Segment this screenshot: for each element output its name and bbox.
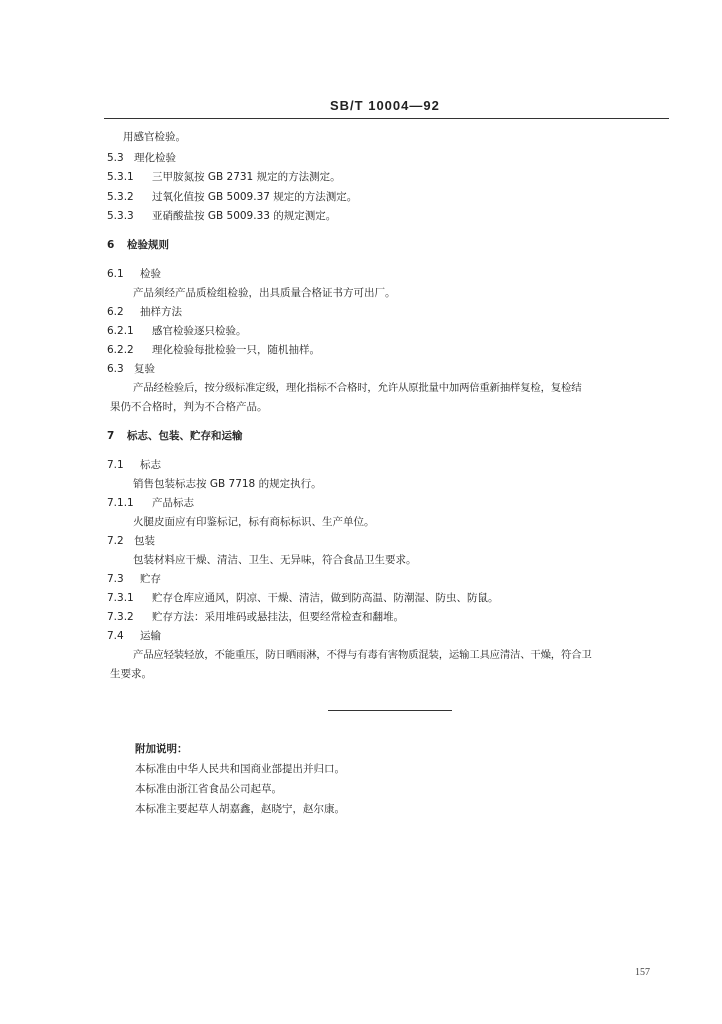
text-line: 产品经检验后，按分级标准定级，理化指标不合格时，允许从原批量中加两倍重新抽样复检，复检结: [133, 382, 582, 394]
note-line: 本标准由浙江省食品公司起草。: [135, 783, 282, 795]
section-7-3-1: 7.3.1 贮存仓库应通风，阴凉、干燥、清洁，做到防高温、防潮湿、防虫、防鼠。: [107, 592, 499, 604]
section-5-3-3: 5.3.3 亚硝酸盐按 GB 5009.33 的规定测定。: [107, 210, 337, 222]
page-number: 157: [635, 967, 650, 978]
section-6-3: 6.3 复验: [107, 363, 155, 375]
section-6-2: 6.2 抽样方法: [107, 306, 182, 318]
text-line: 生要求。: [110, 668, 152, 680]
section-7-3-2: 7.3.2 贮存方法：采用堆码或悬挂法，但要经常检查和翻堆。: [107, 611, 404, 623]
section-separator: [328, 710, 452, 711]
text-line: 火腿皮面应有印鉴标记，标有商标标识、生产单位。: [133, 516, 375, 528]
text-line: 产品应轻装轻放，不能重压，防日晒雨淋，不得与有毒有害物质混装，运输工具应清洁、干燥，符合卫: [133, 649, 592, 661]
section-7-heading: 7 标志、包装、贮存和运输: [107, 430, 243, 442]
section-7-4: 7.4 运输: [107, 630, 161, 642]
section-6-1: 6.1 检验: [107, 268, 161, 280]
section-6-2-1: 6.2.1 感官检验逐只检验。: [107, 325, 247, 337]
notes-title: 附加说明：: [135, 743, 188, 755]
note-line: 本标准主要起草人胡嘉鑫，赵晓宁，赵尔康。: [135, 803, 345, 815]
section-6-2-2: 6.2.2 理化检验每批检验一只，随机抽样。: [107, 344, 320, 356]
text-line: 用感官检验。: [123, 131, 186, 143]
section-5-3: 5.3 理化检验: [107, 152, 176, 164]
text-line: 果仍不合格时，判为不合格产品。: [110, 401, 268, 413]
text-line: 包装材料应干燥、清洁、卫生、无异味，符合食品卫生要求。: [133, 554, 417, 566]
section-7-3: 7.3 贮存: [107, 573, 161, 585]
standard-number-header: SB/T 10004—92: [330, 98, 440, 113]
header-rule: [104, 118, 669, 119]
text-line: 产品须经产品质检组检验，出具质量合格证书方可出厂。: [133, 287, 396, 299]
section-5-3-2: 5.3.2 过氧化值按 GB 5009.37 规定的方法测定。: [107, 191, 358, 203]
section-7-1: 7.1 标志: [107, 459, 161, 471]
section-7-1-1: 7.1.1 产品标志: [107, 497, 194, 509]
note-line: 本标准由中华人民共和国商业部提出并归口。: [135, 763, 345, 775]
section-5-3-1: 5.3.1 三甲胺氮按 GB 2731 规定的方法测定。: [107, 171, 341, 183]
section-6-heading: 6 检验规则: [107, 239, 169, 251]
text-line: 销售包装标志按 GB 7718 的规定执行。: [133, 478, 322, 490]
section-7-2: 7.2 包装: [107, 535, 155, 547]
